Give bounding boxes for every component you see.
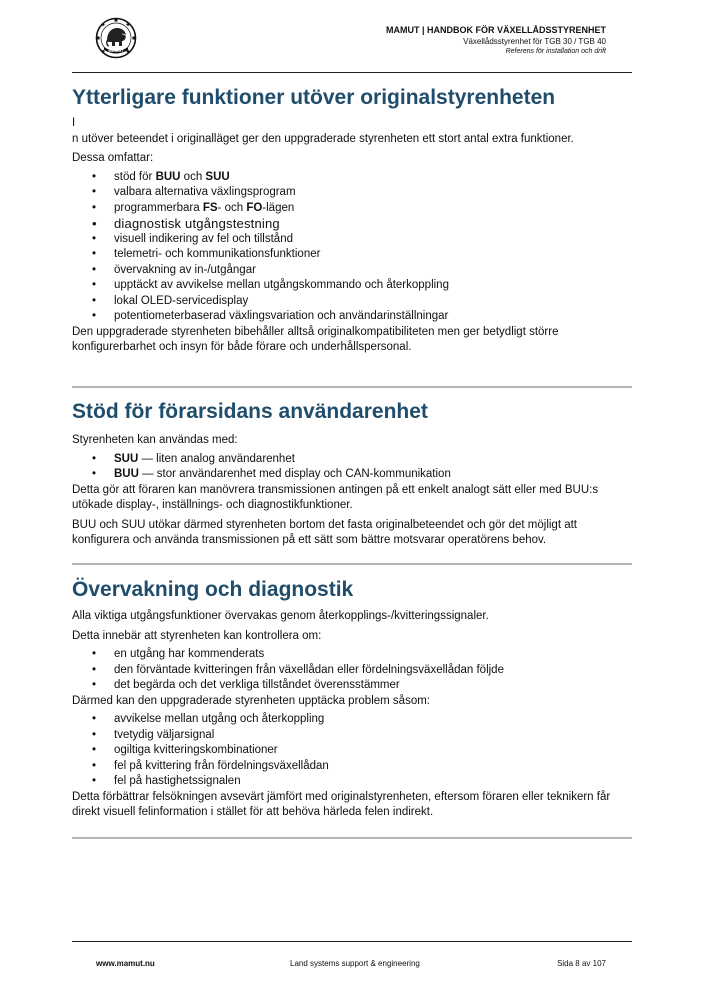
- header-subtitle: Växellådsstyrenhet för TGB 30 / TGB 40: [463, 37, 606, 46]
- feature-list: [72, 170, 632, 325]
- section-body-additional-functions: [72, 116, 632, 356]
- list-item: • fel på hastighetssignalen: [114, 774, 632, 790]
- list-item: • programmerbara FS- och FO-lägen: [114, 201, 632, 217]
- list-item: • en utgång har kommenderats: [114, 647, 632, 663]
- section-divider: [72, 386, 632, 388]
- lead-paragraph: Styrenheten kan användas med:: [72, 434, 238, 446]
- section-body-monitoring: [72, 609, 632, 821]
- list-item: • SUU — liten analog användarenhet: [114, 452, 632, 468]
- lead-paragraph: Dessa omfattar:: [72, 152, 154, 164]
- list-item: • tvetydig väljarsignal: [114, 728, 632, 744]
- paragraph: Alla viktiga utgångsfunktioner övervakas genom återkopplings-/kvitteringssignaler.: [72, 610, 489, 622]
- list-item: • upptäckt av avvikelse mellan utgångskommando och återkoppling: [114, 278, 632, 294]
- page-header: [386, 25, 606, 57]
- section-heading-additional-functions: Ytterligare funktioner utöver originalstyrenheten: [72, 86, 556, 109]
- list-item: • visuell indikering av fel och tillstånd: [114, 232, 632, 248]
- problem-list: [72, 712, 632, 790]
- header-title: MAMUT | HANDBOK FÖR VÄXELLÅDSSTYRENHET: [385, 25, 606, 35]
- list-item: • lokal OLED-servicedisplay: [114, 294, 632, 310]
- list-item: • BUU — stor användarenhet med display och CAN-kommunikation: [114, 467, 632, 483]
- section-body-user-unit: [72, 433, 632, 549]
- closing-paragraph: Den uppgraderade styrenheten bibehåller alltså originalkompatibiliteten men ger betydligt större konfigurerbarhet och insyn för både förare och underhållspersonal.: [72, 325, 559, 353]
- header-rule: [72, 72, 632, 73]
- mamut-logo: [95, 17, 137, 59]
- closing-paragraph: Detta förbättrar felsökningen avsevärt jämfört med originalstyrenheten, eftersom föraren eller teknikern får direkt visuell felinformation i stället för att behöva härleda felen indirekt.: [72, 790, 611, 818]
- list-item: • ogiltiga kvitteringskombinationer: [114, 743, 632, 759]
- list-item: • stöd för BUU och SUU: [114, 170, 632, 186]
- header-note: Referens för installation och drift: [505, 48, 606, 55]
- paragraph: BUU och SUU utökar därmed styrenheten bortom det fasta originalbeteendet och gör det möjligt att konfigurera och använda transmissionen på ett sätt som bättre motsvarar operatörens behov.: [72, 518, 577, 546]
- paragraph: Detta gör att föraren kan manövrera transmissionen antingen på ett enkelt analogt sätt eller med BUU:s utökade display-, inställnings- och diagnostikfunktioner.: [72, 483, 599, 511]
- paragraph: Därmed kan den uppgraderade styrenheten upptäcka problem såsom:: [72, 694, 430, 707]
- svg-text:MAMUT: MAMUT: [108, 48, 124, 54]
- paragraph: Detta innebär att styrenheten kan kontrollera om:: [72, 629, 322, 642]
- section-divider: [72, 837, 632, 839]
- section-heading-user-unit: Stöd för förarsidans användarenhet: [72, 400, 428, 423]
- list-item: • det begärda och det verkliga tillståndet överensstämmer: [114, 678, 632, 694]
- list-item: • diagnostisk utgångstestning: [114, 216, 632, 232]
- footer-rule: [72, 941, 632, 942]
- user-unit-list: [72, 452, 632, 483]
- intro-paragraph: n utöver beteendet i originalläget ger den uppgraderade styrenheten ett stort antal extra funktioner.: [72, 132, 574, 145]
- section-divider: [72, 563, 632, 565]
- section-heading-monitoring: Övervakning och diagnostik: [72, 578, 354, 601]
- list-item: • fel på kvittering från fördelningsväxellådan: [114, 759, 632, 775]
- list-item: • valbara alternativa växlingsprogram: [114, 185, 632, 201]
- list-item: • övervakning av in-/utgångar: [114, 263, 632, 279]
- stray-letter: I: [72, 117, 76, 129]
- footer-company: Land systems support & engineering: [290, 959, 420, 968]
- list-item: • den förväntade kvitteringen från växellådan eller fördelningsväxellådan följde: [114, 663, 632, 679]
- list-item: • avvikelse mellan utgång och återkoppling: [114, 712, 632, 728]
- list-item: • telemetri- och kommunikationsfunktioner: [114, 247, 632, 263]
- list-item: • potentiometerbaserad växlingsvariation och användarinställningar: [114, 309, 632, 325]
- check-list: [72, 647, 632, 694]
- footer-website: www.mamut.nu: [96, 959, 155, 968]
- footer-page-number: Sida 8 av 107: [557, 959, 606, 968]
